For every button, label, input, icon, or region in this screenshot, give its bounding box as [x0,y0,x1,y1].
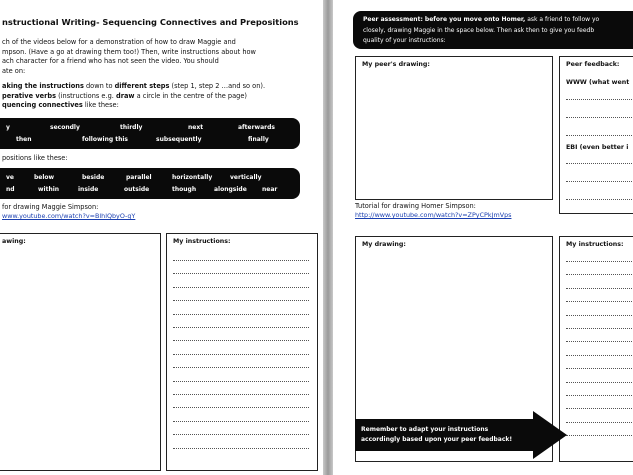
writing-line [566,422,633,423]
reminder-line-1: Remember to adapt your instructions [361,426,489,433]
homer-drawing-label: My drawing: [362,241,406,248]
homer-video-caption: Tutorial for drawing Homer Simpson: [355,202,476,210]
connective-word: then [16,136,32,143]
writing-line [173,394,309,395]
intro-line-4: ate on: [2,66,26,75]
homer-video-link[interactable]: http://www.youtube.com/watch?v=ZPyCPkJmVps [355,211,512,219]
writing-line [566,301,633,302]
writing-line [566,395,633,396]
peer-banner-bold: Peer assessment: before you move onto Homer, [363,16,526,23]
peer-banner-rest: ask a friend to follow yo [525,16,600,23]
connective-word: following this [82,136,128,143]
preposition-word: beside [82,174,105,181]
writing-line [566,274,633,275]
preposition-word: though [172,186,197,193]
homer-instructions-label: My instructions: [566,241,624,248]
writing-line [566,408,633,409]
bullet-steps [2,82,265,91]
bullet-steps-rest: (step 1, step 2 …and so on). [169,82,266,90]
maggie-video-caption: for drawing Maggie Simpson: [2,203,99,211]
writing-line [566,382,633,383]
maggie-drawing-box[interactable] [0,233,161,471]
connectives-panel [0,118,300,149]
peer-feedback-box[interactable] [559,56,633,214]
writing-line [173,421,309,422]
writing-line [173,407,309,408]
bullet-imperative-bold: perative verbs [2,91,57,100]
preposition-word: near [262,186,278,193]
writing-line [173,300,309,301]
preposition-word: ve [6,174,14,181]
writing-line [566,163,633,164]
writing-line [173,273,309,274]
connective-word: y [6,124,10,131]
writing-line [173,367,309,368]
preposition-word: horizontally [172,174,213,181]
bullet-imperative [2,92,247,101]
reminder-text [361,425,512,444]
writing-line [173,340,309,341]
intro-line-1: ch of the videos below for a demonstration of how to draw Maggie and [2,38,236,46]
writing-line [566,328,633,329]
preposition-word: parallel [126,174,152,181]
preposition-word: outside [124,186,150,193]
writing-line [173,327,309,328]
maggie-video-link[interactable]: www.youtube.com/watch?v=BlhlQbyO-gY [2,212,136,220]
bullet-imperative-rest: a circle in the centre of the page) [134,91,247,100]
page-gutter [323,0,333,475]
peer-banner-line-1 [363,16,599,23]
prepositions-intro [2,154,68,163]
connective-word: next [188,124,204,131]
peer-banner-line-3: quality of your instructions: [363,37,446,44]
peer-assessment-banner [353,11,633,49]
prepositions-panel [0,168,300,199]
bullet-connectives-mid: like these: [82,101,119,109]
writing-line [566,435,633,436]
maggie-instructions-box[interactable] [166,233,318,471]
writing-line [566,199,633,200]
preposition-word: alongside [214,186,247,193]
writing-line [173,314,309,315]
intro-line-2: mpson. (Have a go at drawing them too!) Then, write instructions about how [2,47,256,56]
connective-word: finally [248,136,269,143]
prepositions-intro-text: positions like these: [2,154,68,162]
preposition-word: inside [78,186,99,193]
worksheet-title: nstructional Writing- Sequencing Connectives and Prepositions [2,17,299,27]
bullet-connectives [2,101,119,110]
connective-word: secondly [50,124,80,131]
peer-drawing-box[interactable] [355,56,553,200]
writing-line [566,261,633,262]
connective-word: subsequently [156,136,202,143]
writing-line [173,287,309,288]
writing-line [566,288,633,289]
bullet-imperative-mid: (instructions e.g. [56,91,116,100]
reminder-line-2: accordingly based upon your peer feedback! [361,435,513,443]
bullet-steps-bold2: different steps [114,82,170,90]
writing-line [173,381,309,382]
maggie-instructions-label: My instructions: [173,238,231,245]
homer-instructions-box[interactable] [559,236,633,462]
writing-line [566,135,633,136]
peer-feedback-label: Peer feedback: [566,61,620,68]
writing-line [173,434,309,435]
bullet-steps-bold: aking the instructions [2,82,84,90]
writing-line [566,368,633,369]
worksheet-page-right [333,0,633,475]
connective-word: thirdly [120,124,143,131]
www-label: WWW (what went [566,79,630,86]
peer-banner-line-2: closely, drawing Maggie in the space below. Then ask then to give you feedb [363,26,595,34]
preposition-word: vertically [230,174,262,181]
writing-line [566,341,633,342]
writing-line [173,448,309,449]
writing-line [566,355,633,356]
preposition-word: below [34,174,55,181]
writing-line [566,181,633,182]
ebi-label: EBI (even better i [566,144,629,151]
writing-line [566,315,633,316]
connective-word: afterwards [238,124,275,131]
peer-drawing-label: My peer's drawing: [362,61,430,68]
preposition-word: nd [6,186,15,193]
intro-line-3: ach character for a friend who has not seen the video. You should [2,57,219,65]
bullet-steps-mid: down to [83,82,115,90]
writing-line [173,260,309,261]
preposition-word: within [38,186,60,193]
writing-line [566,117,633,118]
maggie-drawing-label: awing: [2,238,26,245]
bullet-imperative-bold2: draw [115,91,135,100]
writing-line [566,99,633,100]
bullet-connectives-bold: quencing connectives [2,101,83,109]
writing-line [173,354,309,355]
